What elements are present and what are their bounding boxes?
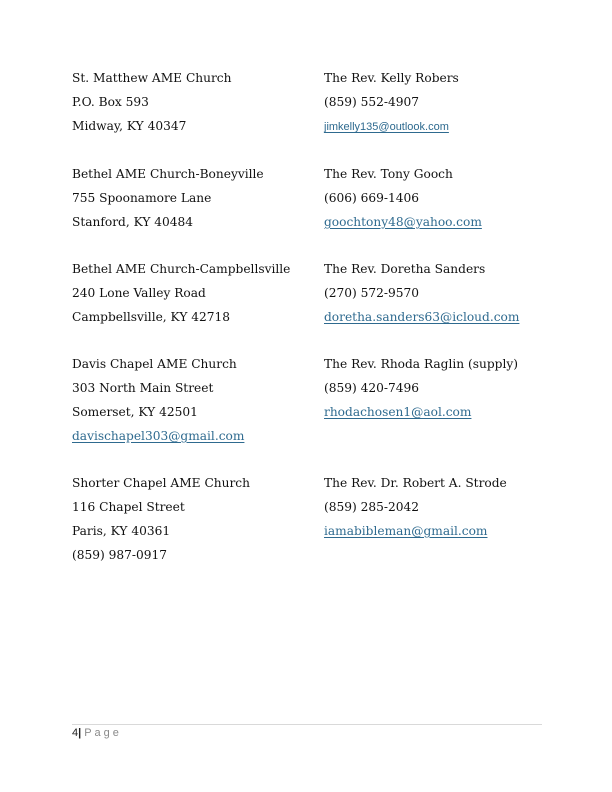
church-address: 303 North Main Street	[72, 381, 214, 395]
church-info	[72, 352, 312, 448]
pastor-info	[324, 352, 584, 424]
pastor-phone: (270) 572-9570	[324, 286, 420, 300]
pastor-info	[324, 66, 584, 138]
church-name: Bethel AME Church-Campbellsville	[72, 262, 291, 276]
church-city: Stanford, KY 40484	[72, 215, 194, 229]
pastor-name: The Rev. Rhoda Raglin (supply)	[324, 357, 518, 371]
church-address: P.O. Box 593	[72, 95, 149, 109]
pastor-name: The Rev. Kelly Robers	[324, 71, 459, 85]
church-city: Midway, KY 40347	[72, 119, 187, 133]
pastor-email-link[interactable]: doretha.sanders63@icloud.com	[324, 310, 520, 324]
church-email-link[interactable]: davischapel303@gmail.com	[72, 429, 245, 443]
church-info	[72, 66, 312, 138]
church-name: Bethel AME Church-Boneyville	[72, 167, 264, 181]
pastor-info	[324, 162, 584, 234]
church-city: Somerset, KY 42501	[72, 405, 198, 419]
church-address: 240 Lone Valley Road	[72, 286, 206, 300]
footer-divider	[72, 724, 542, 725]
pastor-email-link[interactable]: rhodachosen1@aol.com	[324, 405, 472, 419]
pastor-email-link[interactable]: jimkelly135@outlook.com	[324, 121, 449, 133]
church-address: 755 Spoonamore Lane	[72, 191, 212, 205]
church-info	[72, 257, 312, 329]
pastor-info	[324, 257, 584, 329]
church-name: Davis Chapel AME Church	[72, 357, 237, 371]
church-name: St. Matthew AME Church	[72, 71, 232, 85]
pastor-phone: (606) 669-1406	[324, 191, 420, 205]
church-name: Shorter Chapel AME Church	[72, 476, 250, 490]
church-address: 116 Chapel Street	[72, 500, 185, 514]
pastor-name: The Rev. Dr. Robert A. Strode	[324, 476, 507, 490]
church-city: Paris, KY 40361	[72, 524, 171, 538]
pastor-info	[324, 471, 584, 543]
pastor-name: The Rev. Tony Gooch	[324, 167, 453, 181]
page-footer	[72, 727, 122, 739]
pastor-phone: (859) 552-4907	[324, 95, 420, 109]
pastor-phone: (859) 420-7496	[324, 381, 420, 395]
church-phone: (859) 987-0917	[72, 548, 168, 562]
church-info	[72, 471, 312, 567]
pastor-name: The Rev. Doretha Sanders	[324, 262, 486, 276]
church-info	[72, 162, 312, 234]
pastor-phone: (859) 285-2042	[324, 500, 420, 514]
page-number: 4	[72, 727, 79, 739]
pastor-email-link[interactable]: iamabibleman@gmail.com	[324, 524, 488, 538]
pastor-email-link[interactable]: goochtony48@yahoo.com	[324, 215, 482, 229]
footer-separator: |	[78, 727, 82, 739]
page-label: Page	[84, 727, 122, 739]
church-city: Campbellsville, KY 42718	[72, 310, 231, 324]
